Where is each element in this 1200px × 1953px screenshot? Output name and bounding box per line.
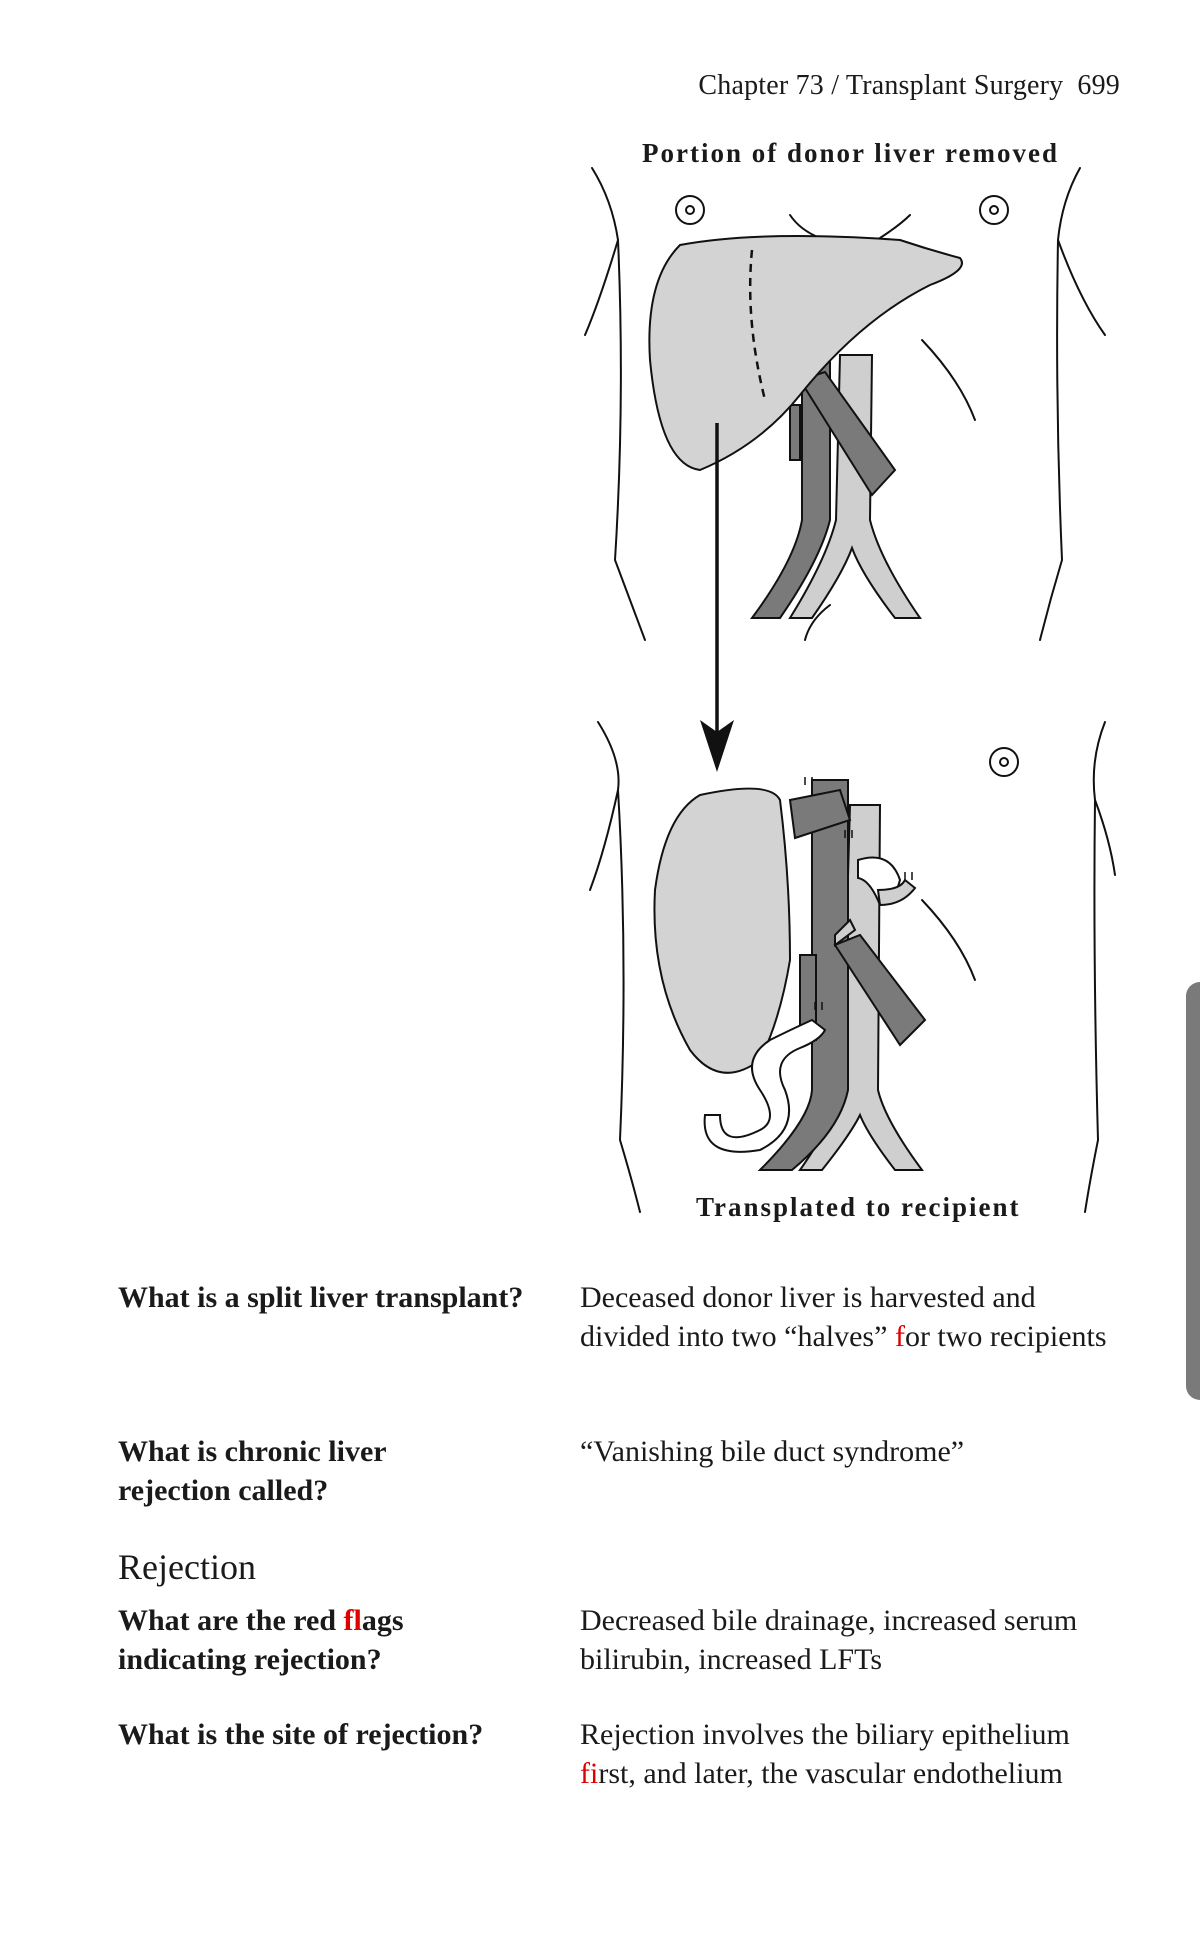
chapter-title: Chapter 73 / Transplant Surgery	[698, 70, 1064, 101]
question: What are the red flags indicating rejection?	[118, 1604, 404, 1676]
question: What is the site of rejection?	[118, 1718, 484, 1751]
answer: “Vanishing bile duct syndrome”	[580, 1435, 965, 1468]
section-heading: Rejection	[118, 1547, 256, 1587]
figure-caption-donor: Portion of donor liver removed	[642, 138, 1059, 168]
question: What is chronic liver rejection called?	[118, 1435, 387, 1507]
answer: Deceased donor liver is harvested and divided into two “halves” for two recipients	[580, 1281, 1107, 1353]
figure-caption-recipient: Transplated to recipient	[696, 1192, 1021, 1222]
answer: Decreased bile drainage, increased serum bilirubin, increased LFTs	[580, 1604, 1078, 1676]
answer: Rejection involves the biliary epithelium first, and later, the vascular endothelium	[580, 1718, 1070, 1790]
page-number: 699	[1077, 70, 1120, 101]
chapter-thumb-tab	[1186, 982, 1200, 1400]
question: What is a split liver transplant?	[118, 1281, 524, 1314]
